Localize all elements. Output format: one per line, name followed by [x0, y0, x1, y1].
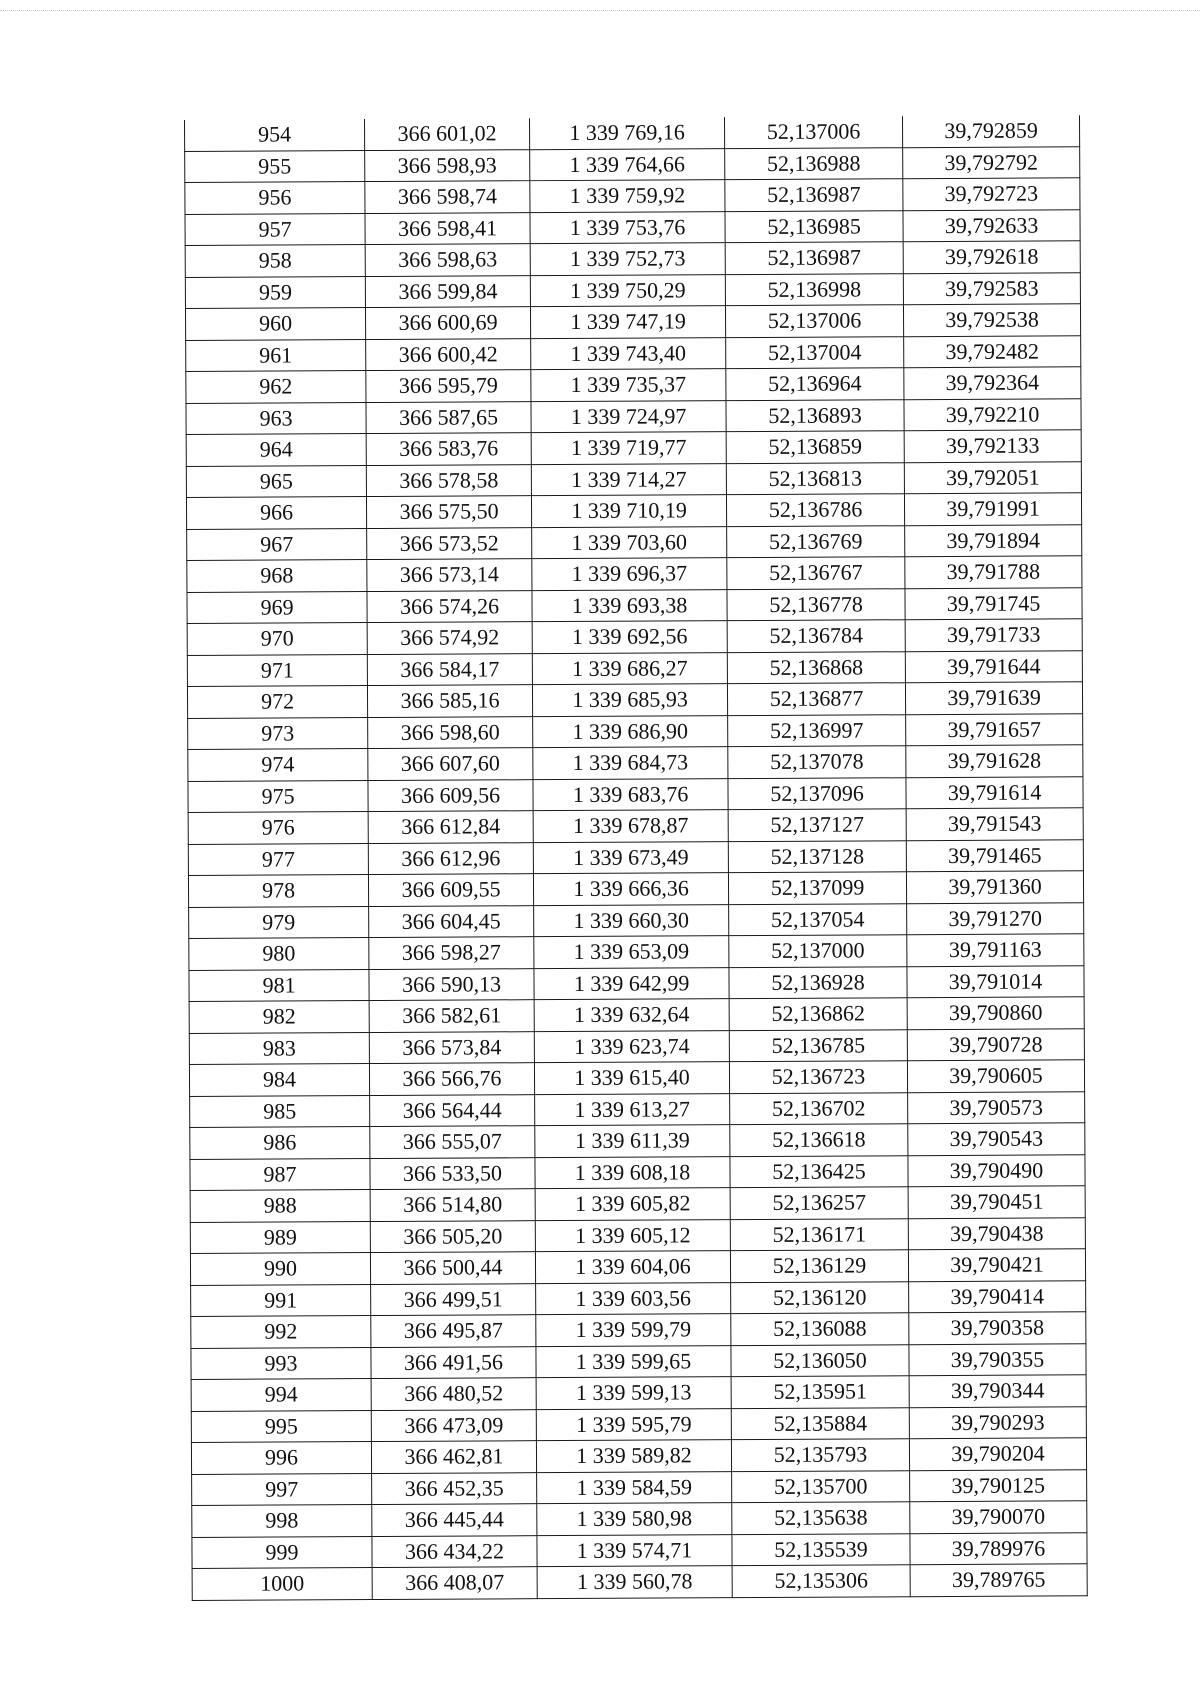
- latitude-cell: 52,136723: [729, 1061, 907, 1093]
- y-coordinate-cell: 1 339 623,74: [534, 1030, 729, 1063]
- y-coordinate-cell: 1 339 666,36: [533, 873, 728, 906]
- y-coordinate-cell: 1 339 750,29: [530, 274, 725, 307]
- longitude-cell: 39,791733: [905, 619, 1082, 651]
- point-number-cell: 976: [188, 812, 368, 844]
- longitude-cell: 39,790414: [909, 1280, 1086, 1312]
- longitude-cell: 39,791628: [906, 745, 1083, 777]
- latitude-cell: 52,136997: [728, 714, 906, 746]
- x-coordinate-cell: 366 612,96: [368, 842, 533, 874]
- longitude-cell: 39,791788: [905, 556, 1082, 588]
- x-coordinate-cell: 366 452,35: [372, 1472, 537, 1504]
- point-number-cell: 981: [189, 969, 369, 1001]
- point-number-cell: 966: [186, 497, 366, 529]
- table-row: [187, 524, 1082, 560]
- table-row: [187, 587, 1082, 623]
- y-coordinate-cell: 1 339 710,19: [531, 495, 726, 528]
- longitude-cell: 39,790204: [909, 1438, 1086, 1470]
- latitude-cell: 52,136987: [725, 242, 903, 274]
- latitude-cell: 52,136618: [730, 1124, 908, 1156]
- y-coordinate-cell: 1 339 560,78: [537, 1566, 732, 1599]
- table-row: [191, 1375, 1086, 1411]
- latitude-cell: 52,136784: [727, 620, 905, 652]
- latitude-cell: 52,137128: [728, 840, 906, 872]
- x-coordinate-cell: 366 445,44: [372, 1504, 537, 1536]
- longitude-cell: 39,790070: [910, 1501, 1087, 1533]
- table-row: [192, 1501, 1087, 1537]
- latitude-cell: 52,136893: [726, 399, 904, 431]
- longitude-cell: 39,790438: [908, 1217, 1085, 1249]
- longitude-cell: 39,792051: [904, 461, 1081, 493]
- x-coordinate-cell: 366 514,80: [370, 1189, 535, 1221]
- x-coordinate-cell: 366 505,20: [370, 1220, 535, 1252]
- y-coordinate-cell: 1 339 753,76: [530, 211, 725, 244]
- x-coordinate-cell: 366 583,76: [366, 433, 531, 465]
- point-number-cell: 979: [189, 906, 369, 938]
- point-number-cell: 954: [185, 119, 365, 151]
- x-coordinate-cell: 366 566,76: [369, 1063, 534, 1095]
- y-coordinate-cell: 1 339 686,27: [532, 652, 727, 685]
- point-number-cell: 977: [188, 843, 368, 875]
- longitude-cell: 39,792633: [903, 209, 1080, 241]
- table-row: [189, 997, 1084, 1033]
- latitude-cell: 52,137006: [725, 305, 903, 337]
- point-number-cell: 995: [191, 1410, 371, 1442]
- y-coordinate-cell: 1 339 589,82: [536, 1440, 731, 1473]
- y-coordinate-cell: 1 339 605,82: [535, 1188, 730, 1221]
- y-coordinate-cell: 1 339 599,65: [536, 1345, 731, 1378]
- table-row: [189, 902, 1084, 938]
- y-coordinate-cell: 1 339 743,40: [531, 337, 726, 370]
- latitude-cell: 52,136813: [726, 462, 904, 494]
- longitude-cell: 39,791991: [904, 493, 1081, 525]
- y-coordinate-cell: 1 339 693,38: [532, 589, 727, 622]
- longitude-cell: 39,790125: [910, 1469, 1087, 1501]
- longitude-cell: 39,791894: [905, 524, 1082, 556]
- coordinates-table-body: [185, 115, 1088, 1600]
- x-coordinate-cell: 366 408,07: [372, 1567, 537, 1599]
- y-coordinate-cell: 1 339 603,56: [536, 1282, 731, 1315]
- longitude-cell: 39,791270: [907, 902, 1084, 934]
- y-coordinate-cell: 1 339 608,18: [535, 1156, 730, 1189]
- x-coordinate-cell: 366 600,42: [366, 338, 531, 370]
- point-number-cell: 994: [191, 1379, 371, 1411]
- longitude-cell: 39,790860: [907, 997, 1084, 1029]
- point-number-cell: 956: [185, 182, 365, 214]
- y-coordinate-cell: 1 339 685,93: [532, 684, 727, 717]
- longitude-cell: 39,791639: [905, 682, 1082, 714]
- longitude-cell: 39,792859: [902, 115, 1079, 147]
- point-number-cell: 971: [187, 654, 367, 686]
- point-number-cell: 992: [191, 1316, 371, 1348]
- latitude-cell: 52,136171: [730, 1218, 908, 1250]
- point-number-cell: 967: [187, 528, 367, 560]
- x-coordinate-cell: 366 574,92: [367, 622, 532, 654]
- table-row: [188, 839, 1083, 875]
- latitude-cell: 52,136129: [730, 1250, 908, 1282]
- table-row: [192, 1469, 1087, 1505]
- latitude-cell: 52,136778: [727, 588, 905, 620]
- table-row: [187, 682, 1082, 718]
- point-number-cell: 974: [188, 749, 368, 781]
- x-coordinate-cell: 366 491,56: [371, 1346, 536, 1378]
- table-row: [185, 115, 1080, 151]
- latitude-cell: 52,136786: [726, 494, 904, 526]
- x-coordinate-cell: 366 573,84: [369, 1031, 534, 1063]
- point-number-cell: 962: [186, 371, 366, 403]
- y-coordinate-cell: 1 339 752,73: [530, 243, 725, 276]
- point-number-cell: 955: [185, 150, 365, 182]
- longitude-cell: 39,790358: [909, 1312, 1086, 1344]
- latitude-cell: 52,137099: [728, 872, 906, 904]
- longitude-cell: 39,792364: [904, 367, 1081, 399]
- y-coordinate-cell: 1 339 747,19: [530, 306, 725, 339]
- longitude-cell: 39,790573: [908, 1091, 1085, 1123]
- latitude-cell: 52,136928: [729, 966, 907, 998]
- latitude-cell: 52,135306: [732, 1565, 910, 1597]
- point-number-cell: 1000: [192, 1568, 372, 1600]
- longitude-cell: 39,790490: [908, 1154, 1085, 1186]
- latitude-cell: 52,137127: [728, 809, 906, 841]
- table-row: [191, 1343, 1086, 1379]
- x-coordinate-cell: 366 609,56: [368, 779, 533, 811]
- point-number-cell: 984: [189, 1064, 369, 1096]
- longitude-cell: 39,791657: [906, 713, 1083, 745]
- y-coordinate-cell: 1 339 660,30: [534, 904, 729, 937]
- table-row: [189, 965, 1084, 1001]
- point-number-cell: 980: [189, 938, 369, 970]
- longitude-cell: 39,790344: [909, 1375, 1086, 1407]
- point-number-cell: 964: [186, 434, 366, 466]
- table-row: [187, 556, 1082, 592]
- latitude-cell: 52,137004: [726, 336, 904, 368]
- table-row: [189, 1028, 1084, 1064]
- y-coordinate-cell: 1 339 580,98: [537, 1503, 732, 1536]
- scan-top-edge: [0, 10, 1200, 11]
- x-coordinate-cell: 366 582,61: [369, 1000, 534, 1032]
- table-row: [189, 934, 1084, 970]
- point-number-cell: 987: [190, 1158, 370, 1190]
- x-coordinate-cell: 366 604,45: [369, 905, 534, 937]
- point-number-cell: 990: [190, 1253, 370, 1285]
- x-coordinate-cell: 366 598,27: [369, 937, 534, 969]
- table-row: [186, 430, 1081, 466]
- longitude-cell: 39,792482: [904, 335, 1081, 367]
- point-number-cell: 999: [192, 1536, 372, 1568]
- latitude-cell: 52,135700: [732, 1470, 910, 1502]
- y-coordinate-cell: 1 339 611,39: [535, 1125, 730, 1158]
- latitude-cell: 52,136767: [727, 557, 905, 589]
- x-coordinate-cell: 366 462,81: [371, 1441, 536, 1473]
- x-coordinate-cell: 366 495,87: [371, 1315, 536, 1347]
- y-coordinate-cell: 1 339 735,37: [531, 369, 726, 402]
- y-coordinate-cell: 1 339 769,16: [529, 117, 724, 149]
- point-number-cell: 989: [190, 1221, 370, 1253]
- table-row: [191, 1280, 1086, 1316]
- x-coordinate-cell: 366 599,84: [365, 275, 530, 307]
- latitude-cell: 52,136998: [725, 273, 903, 305]
- latitude-cell: 52,137006: [724, 116, 902, 148]
- latitude-cell: 52,137078: [728, 746, 906, 778]
- table-row: [192, 1532, 1087, 1568]
- point-number-cell: 973: [188, 717, 368, 749]
- longitude-cell: 39,790605: [907, 1060, 1084, 1092]
- table-row: [186, 461, 1081, 497]
- longitude-cell: 39,790543: [908, 1123, 1085, 1155]
- table-row: [188, 871, 1083, 907]
- x-coordinate-cell: 366 575,50: [366, 496, 531, 528]
- longitude-cell: 39,791360: [906, 871, 1083, 903]
- latitude-cell: 52,137096: [728, 777, 906, 809]
- table-row: [190, 1154, 1085, 1190]
- table-row: [186, 367, 1081, 403]
- table-row: [191, 1438, 1086, 1474]
- table-row: [192, 1564, 1087, 1600]
- longitude-cell: 39,791465: [906, 839, 1083, 871]
- table-row: [191, 1312, 1086, 1348]
- latitude-cell: 52,137000: [729, 935, 907, 967]
- latitude-cell: 52,136050: [731, 1344, 909, 1376]
- latitude-cell: 52,136877: [727, 683, 905, 715]
- y-coordinate-cell: 1 339 604,06: [535, 1251, 730, 1284]
- table-row: [186, 335, 1081, 371]
- latitude-cell: 52,135539: [732, 1533, 910, 1565]
- x-coordinate-cell: 366 598,41: [365, 212, 530, 244]
- point-number-cell: 963: [186, 402, 366, 434]
- y-coordinate-cell: 1 339 615,40: [534, 1062, 729, 1095]
- table-row: [190, 1217, 1085, 1253]
- x-coordinate-cell: 366 607,60: [368, 748, 533, 780]
- y-coordinate-cell: 1 339 678,87: [533, 810, 728, 843]
- longitude-cell: 39,789765: [910, 1564, 1087, 1596]
- latitude-cell: 52,135951: [731, 1376, 909, 1408]
- x-coordinate-cell: 366 533,50: [370, 1157, 535, 1189]
- table-row: [190, 1123, 1085, 1159]
- table-row: [185, 241, 1080, 277]
- x-coordinate-cell: 366 573,52: [367, 527, 532, 559]
- table-row: [185, 304, 1080, 340]
- y-coordinate-cell: 1 339 605,12: [535, 1219, 730, 1252]
- x-coordinate-cell: 366 598,93: [365, 149, 530, 181]
- longitude-cell: 39,790293: [909, 1406, 1086, 1438]
- point-number-cell: 968: [187, 560, 367, 592]
- x-coordinate-cell: 366 587,65: [366, 401, 531, 433]
- point-number-cell: 991: [191, 1284, 371, 1316]
- longitude-cell: 39,790355: [909, 1343, 1086, 1375]
- table-row: [187, 650, 1082, 686]
- x-coordinate-cell: 366 595,79: [366, 370, 531, 402]
- y-coordinate-cell: 1 339 703,60: [532, 526, 727, 559]
- longitude-cell: 39,792792: [903, 146, 1080, 178]
- point-number-cell: 996: [191, 1442, 371, 1474]
- x-coordinate-cell: 366 612,84: [368, 811, 533, 843]
- table-row: [191, 1406, 1086, 1442]
- y-coordinate-cell: 1 339 595,79: [536, 1408, 731, 1441]
- table-row: [185, 272, 1080, 308]
- x-coordinate-cell: 366 480,52: [371, 1378, 536, 1410]
- point-number-cell: 988: [190, 1190, 370, 1222]
- latitude-cell: 52,136868: [727, 651, 905, 683]
- y-coordinate-cell: 1 339 574,71: [537, 1534, 732, 1567]
- y-coordinate-cell: 1 339 764,66: [530, 148, 725, 181]
- point-number-cell: 957: [185, 213, 365, 245]
- x-coordinate-cell: 366 555,07: [370, 1126, 535, 1158]
- point-number-cell: 961: [186, 339, 366, 371]
- table-row: [185, 146, 1080, 182]
- table-row: [186, 398, 1081, 434]
- point-number-cell: 960: [185, 308, 365, 340]
- x-coordinate-cell: 366 500,44: [370, 1252, 535, 1284]
- y-coordinate-cell: 1 339 692,56: [532, 621, 727, 654]
- table-row: [185, 209, 1080, 245]
- coordinates-table: [184, 115, 1088, 1600]
- y-coordinate-cell: 1 339 683,76: [533, 778, 728, 811]
- y-coordinate-cell: 1 339 653,09: [534, 936, 729, 969]
- table-row: [188, 713, 1083, 749]
- latitude-cell: 52,137054: [729, 903, 907, 935]
- latitude-cell: 52,136988: [725, 147, 903, 179]
- longitude-cell: 39,792210: [904, 398, 1081, 430]
- latitude-cell: 52,136702: [730, 1092, 908, 1124]
- longitude-cell: 39,791644: [905, 650, 1082, 682]
- point-number-cell: 959: [185, 276, 365, 308]
- y-coordinate-cell: 1 339 584,59: [537, 1471, 732, 1504]
- point-number-cell: 997: [192, 1473, 372, 1505]
- x-coordinate-cell: 366 598,74: [365, 181, 530, 213]
- table-row: [187, 619, 1082, 655]
- longitude-cell: 39,789976: [910, 1532, 1087, 1564]
- point-number-cell: 958: [185, 245, 365, 277]
- point-number-cell: 969: [187, 591, 367, 623]
- y-coordinate-cell: 1 339 684,73: [533, 747, 728, 780]
- x-coordinate-cell: 366 598,60: [368, 716, 533, 748]
- table-row: [188, 776, 1083, 812]
- point-number-cell: 985: [190, 1095, 370, 1127]
- table-row: [190, 1091, 1085, 1127]
- table-row: [190, 1249, 1085, 1285]
- longitude-cell: 39,792583: [903, 272, 1080, 304]
- y-coordinate-cell: 1 339 696,37: [532, 558, 727, 591]
- longitude-cell: 39,791163: [907, 934, 1084, 966]
- x-coordinate-cell: 366 578,58: [366, 464, 531, 496]
- latitude-cell: 52,136425: [730, 1155, 908, 1187]
- x-coordinate-cell: 366 473,09: [371, 1409, 536, 1441]
- latitude-cell: 52,136120: [731, 1281, 909, 1313]
- latitude-cell: 52,135884: [731, 1407, 909, 1439]
- table-row: [185, 178, 1080, 214]
- latitude-cell: 52,136769: [727, 525, 905, 557]
- x-coordinate-cell: 366 590,13: [369, 968, 534, 1000]
- point-number-cell: 970: [187, 623, 367, 655]
- x-coordinate-cell: 366 574,26: [367, 590, 532, 622]
- table-row: [188, 808, 1083, 844]
- x-coordinate-cell: 366 564,44: [370, 1094, 535, 1126]
- y-coordinate-cell: 1 339 642,99: [534, 967, 729, 1000]
- table-row: [186, 493, 1081, 529]
- y-coordinate-cell: 1 339 724,97: [531, 400, 726, 433]
- y-coordinate-cell: 1 339 632,64: [534, 999, 729, 1032]
- y-coordinate-cell: 1 339 599,79: [536, 1314, 731, 1347]
- x-coordinate-cell: 366 600,69: [365, 307, 530, 339]
- y-coordinate-cell: 1 339 673,49: [533, 841, 728, 874]
- y-coordinate-cell: 1 339 599,13: [536, 1377, 731, 1410]
- table-row: [190, 1186, 1085, 1222]
- point-number-cell: 998: [192, 1505, 372, 1537]
- x-coordinate-cell: 366 585,16: [367, 685, 532, 717]
- latitude-cell: 52,136985: [725, 210, 903, 242]
- point-number-cell: 975: [188, 780, 368, 812]
- longitude-cell: 39,791614: [906, 776, 1083, 808]
- x-coordinate-cell: 366 601,02: [364, 118, 529, 150]
- point-number-cell: 965: [186, 465, 366, 497]
- longitude-cell: 39,792538: [903, 304, 1080, 336]
- longitude-cell: 39,792723: [903, 178, 1080, 210]
- longitude-cell: 39,790451: [908, 1186, 1085, 1218]
- y-coordinate-cell: 1 339 686,90: [533, 715, 728, 748]
- longitude-cell: 39,791543: [906, 808, 1083, 840]
- y-coordinate-cell: 1 339 714,27: [531, 463, 726, 496]
- point-number-cell: 982: [189, 1001, 369, 1033]
- latitude-cell: 52,136862: [729, 998, 907, 1030]
- latitude-cell: 52,136088: [731, 1313, 909, 1345]
- x-coordinate-cell: 366 573,14: [367, 559, 532, 591]
- y-coordinate-cell: 1 339 719,77: [531, 432, 726, 465]
- latitude-cell: 52,136859: [726, 431, 904, 463]
- x-coordinate-cell: 366 434,22: [372, 1535, 537, 1567]
- table-row: [188, 745, 1083, 781]
- x-coordinate-cell: 366 499,51: [371, 1283, 536, 1315]
- longitude-cell: 39,790728: [907, 1028, 1084, 1060]
- longitude-cell: 39,791014: [907, 965, 1084, 997]
- y-coordinate-cell: 1 339 759,92: [530, 180, 725, 213]
- latitude-cell: 52,135793: [731, 1439, 909, 1471]
- x-coordinate-cell: 366 584,17: [367, 653, 532, 685]
- latitude-cell: 52,136257: [730, 1187, 908, 1219]
- longitude-cell: 39,792133: [904, 430, 1081, 462]
- y-coordinate-cell: 1 339 613,27: [535, 1093, 730, 1126]
- point-number-cell: 986: [190, 1127, 370, 1159]
- x-coordinate-cell: 366 598,63: [365, 244, 530, 276]
- latitude-cell: 52,135638: [732, 1502, 910, 1534]
- point-number-cell: 972: [187, 686, 367, 718]
- x-coordinate-cell: 366 609,55: [368, 874, 533, 906]
- table-row: [189, 1060, 1084, 1096]
- point-number-cell: 983: [189, 1032, 369, 1064]
- latitude-cell: 52,136987: [725, 179, 903, 211]
- longitude-cell: 39,792618: [903, 241, 1080, 273]
- longitude-cell: 39,791745: [905, 587, 1082, 619]
- point-number-cell: 978: [188, 875, 368, 907]
- point-number-cell: 993: [191, 1347, 371, 1379]
- latitude-cell: 52,136964: [726, 368, 904, 400]
- latitude-cell: 52,136785: [729, 1029, 907, 1061]
- longitude-cell: 39,790421: [908, 1249, 1085, 1281]
